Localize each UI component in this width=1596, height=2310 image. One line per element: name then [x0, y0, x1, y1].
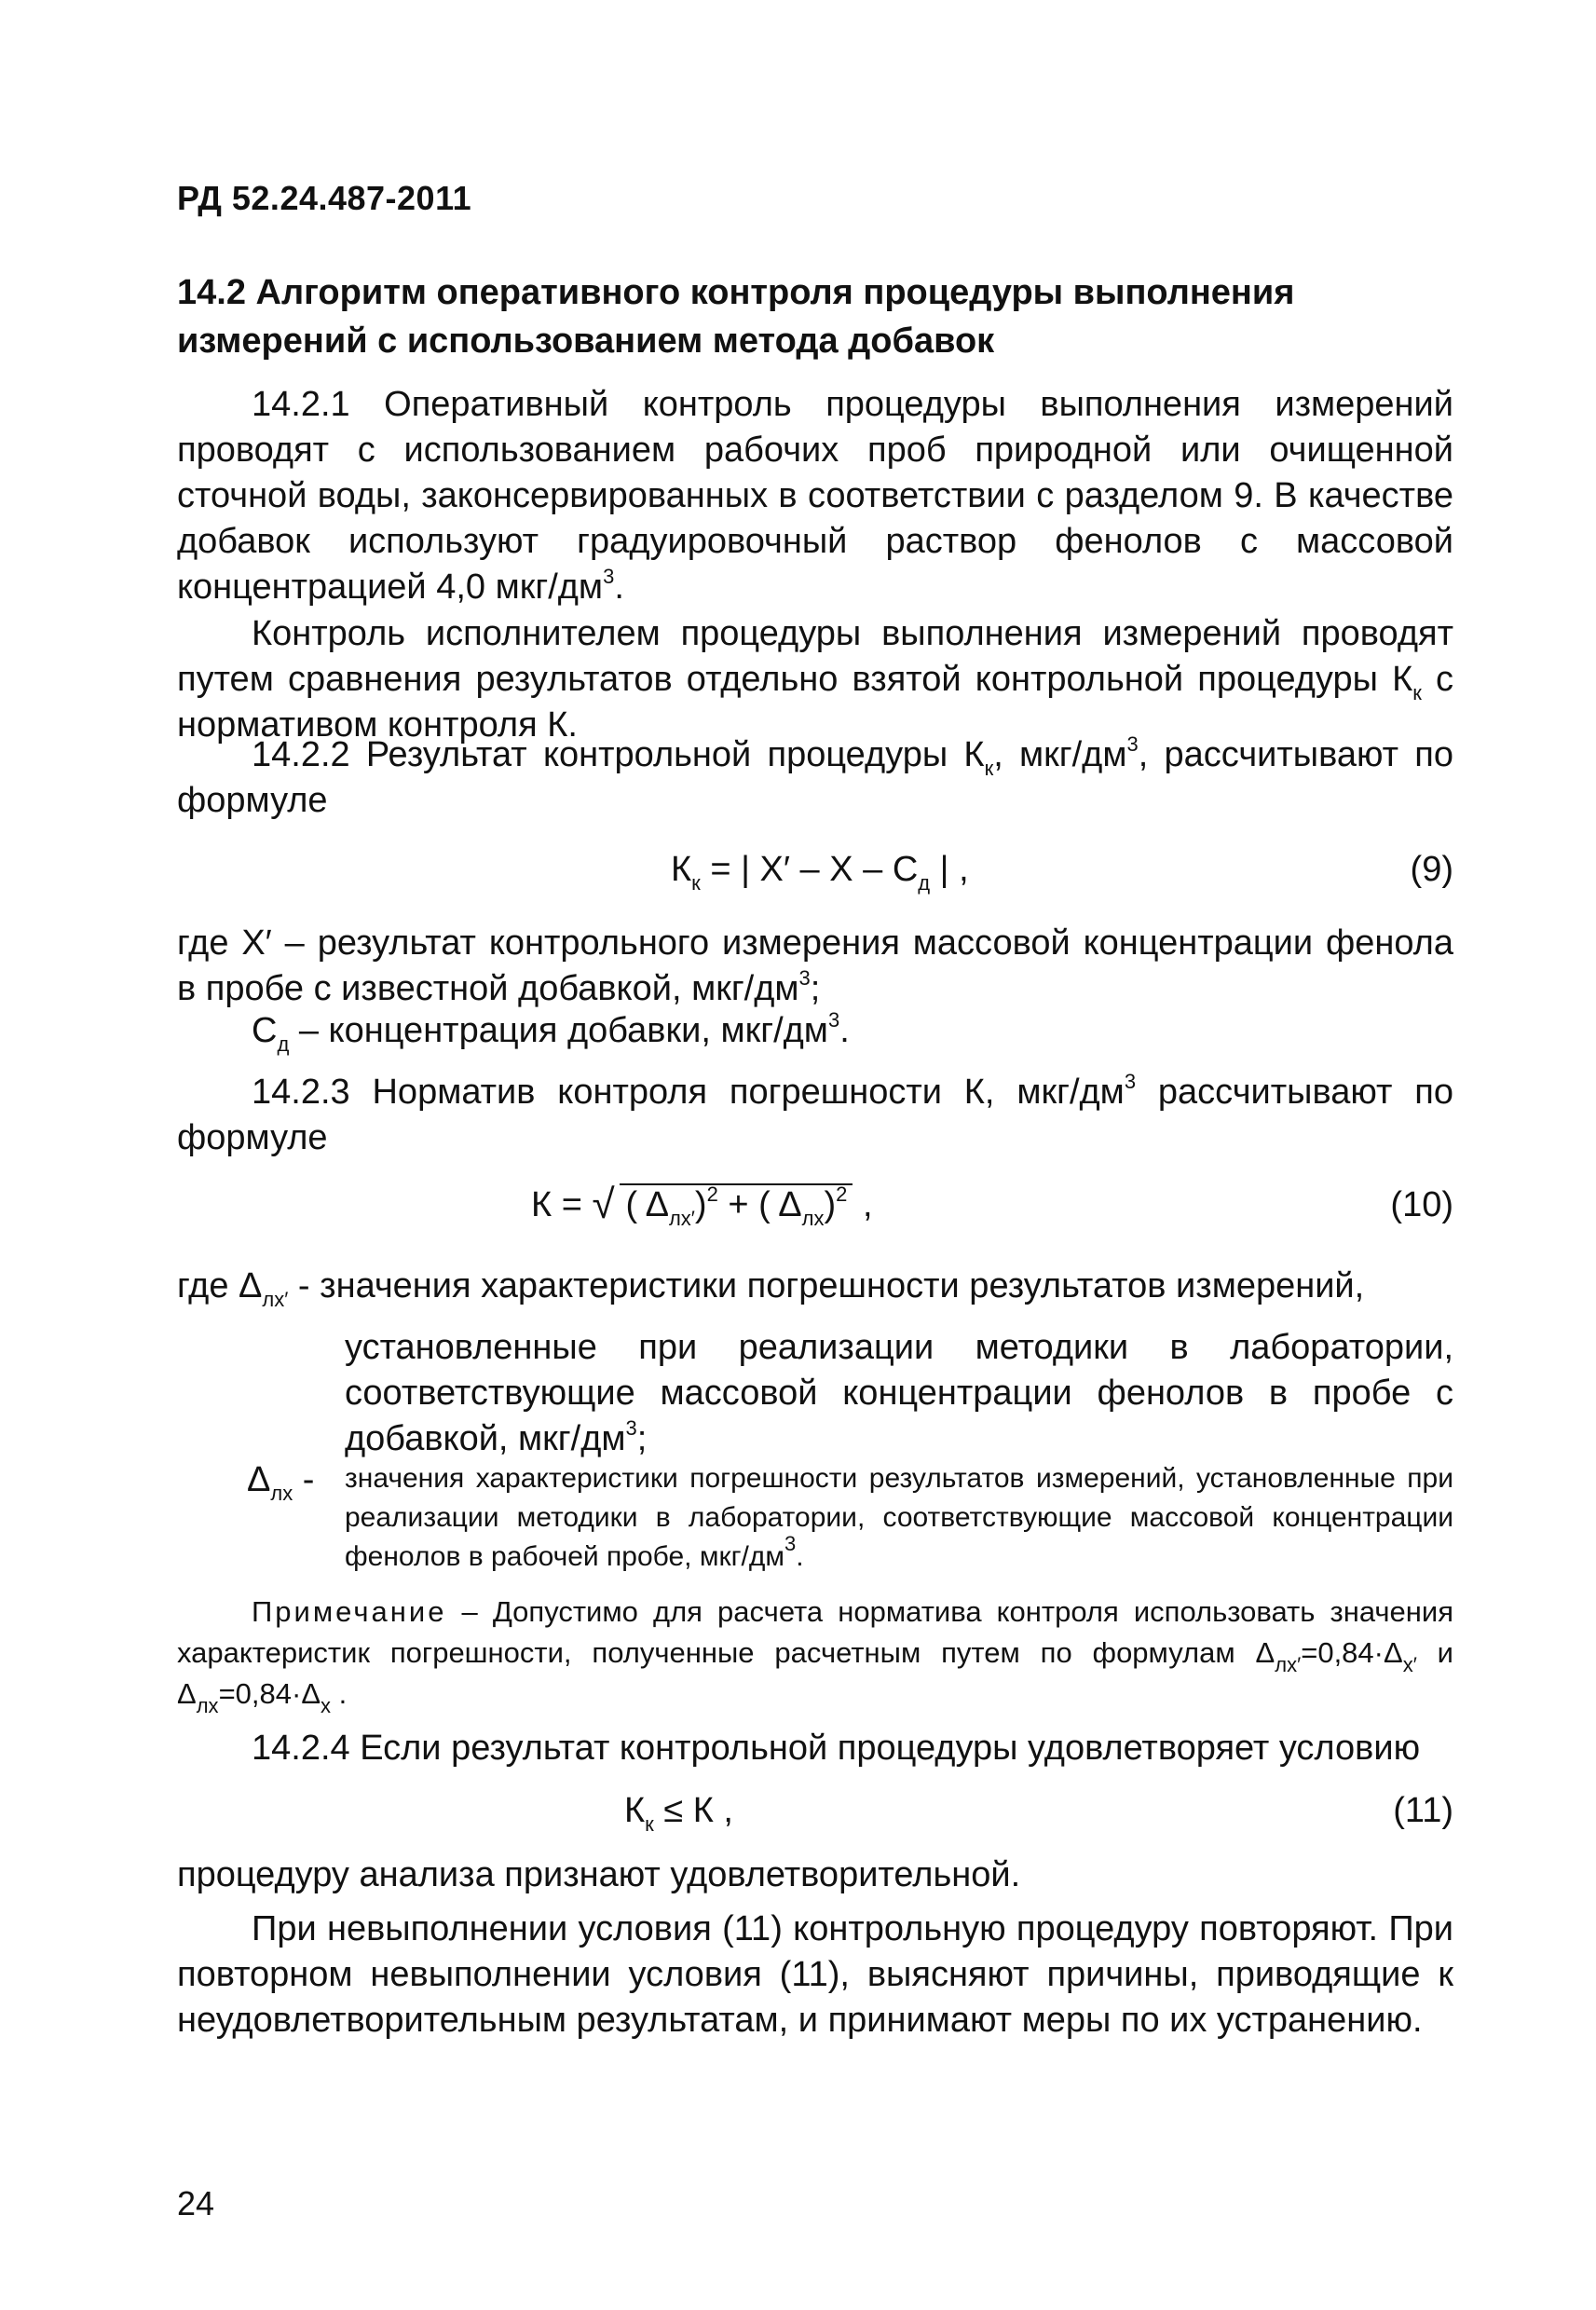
paragraph-end: . [614, 567, 624, 607]
equation-number: (10) [1390, 1185, 1453, 1224]
formula-10-expression: К = √ ( $\Delta_{лх'})^2$ + ( $\Delta_{лх})^2$ , [531, 1182, 873, 1230]
paragraph-text: , мкг/дм [993, 735, 1127, 774]
superscript: 3 [603, 565, 615, 588]
paragraph-text: 14.2.2 Результат контрольной процедуры К [252, 735, 985, 774]
where-delta-lx-prime-continued: установленные при реализации методики в лаборатории, соответствующие массовой концентрации фенолов в пробе с добавкой, мкг/$дм^3$; [345, 1328, 1453, 1458]
paragraph-text: При невыполнении условия (11) контрольную процедуру повторяют. При повторном невыполнении условия (11), выясняют причины, приводящие к неудовлетворительным результатам, и принимают меры по их устранению. [177, 1909, 1453, 2040]
paragraph-text: , рассчитывают по формуле [177, 735, 1453, 820]
where-delta-lx-text: значения характеристики погрешности результатов измерений, установленные при реализации методики в лаборатории, соответствующие массовой концентрации фенолов в рабочей пробе, мкг/$дм^3$. [345, 1463, 1453, 1572]
where-delta-lx-symbol: $\Delta_{лх}$ - [247, 1460, 315, 1505]
paragraph-14-2-3 [177, 1070, 1453, 1161]
formula-11 [177, 1791, 1453, 1847]
paragraph-text: рассчитывают по формуле [177, 1073, 1454, 1157]
equation-number: (9) [1410, 850, 1453, 889]
equation-number: (11) [1393, 1791, 1453, 1830]
paragraph-14-2-2 [177, 732, 1453, 824]
paragraph-text: 14.2.1 Оперативный контроль процедуры выполнения измерений проводят с использованием рабочих проб природной или очищенной сточной воды, законсервированных в соответствии с разделом 9. В качестве добавок используют градуировочный раствор фенолов с массовой концентрацией 4,0 мкг/дм [177, 385, 1453, 607]
paragraph-conclusion [177, 1852, 1453, 1898]
where-delta-lx-prime: где $\Delta_{лх'}$ - значения характеристики погрешности результатов измерений, [177, 1266, 1365, 1311]
superscript: 3 [1124, 1070, 1137, 1093]
formula-9 [177, 850, 1453, 906]
note: Примечание – Допустимо для расчета норматива контроля использовать значения характеристик погрешности, полученные расчетным путем по формулам $\Delta_{лх'}=0,84\cdot\Delta_{х'}$ и $\Delta_{лх}=0,84\cdot\Delta_х$ . [177, 1595, 1453, 1717]
section-heading: 14.2 Алгоритм оперативного контроля процедуры выполнения измерений с использованием метода добавок [177, 273, 1295, 361]
note-label: Примечание [252, 1595, 447, 1628]
paragraph-text: 14.2.4 Если результат контрольной процедуры удовлетворяет условию [252, 1729, 1421, 1768]
superscript: 3 [1126, 732, 1139, 756]
page-number: 24 [177, 2184, 215, 2222]
paragraph-14-2-4 [177, 1726, 1453, 1771]
paragraph-end: с нормативом контроля К. [177, 660, 1453, 745]
subscript: к [984, 757, 994, 780]
paragraph-text: процедуру анализа признают удовлетворительной. [177, 1855, 1021, 1894]
paragraph-control [177, 611, 1453, 748]
where-x-prime: где X′ – результат контрольного измерения массовой концентрации фенола в пробе с известной добавкой, мкг/$дм^3$; [177, 923, 1453, 1008]
paragraph-text: Контроль исполнителем процедуры выполнения измерений проводят путем сравнения результатов отдельно взятой контрольной процедуры К [177, 614, 1453, 699]
note-text: – Допустимо для расчета норматива контроля использовать значения характеристик погрешности, полученные расчетным путем по формулам [177, 1595, 1453, 1669]
formula-10 [177, 1182, 1453, 1241]
where-c-d: $С_д$ – концентрация добавки, мкг/$дм^3$. [252, 1008, 850, 1056]
formula-9-expression: $К_к$ = | X′ – X – $С_д$ | , [671, 850, 969, 895]
document-code: РД 52.24.487-2011 [177, 179, 472, 217]
square-root: √ ( $\Delta_{лх'})^2$ + ( $\Delta_{лх})^2$ [592, 1185, 853, 1225]
paragraph-text: 14.2.3 Норматив контроля погрешности К, мкг/дм [252, 1073, 1125, 1112]
paragraph-14-2-1 [177, 382, 1453, 610]
subscript: к [1412, 681, 1422, 704]
formula-11-expression: $К_к \le К$ , [624, 1791, 733, 1836]
paragraph-repeat [177, 1907, 1453, 2043]
